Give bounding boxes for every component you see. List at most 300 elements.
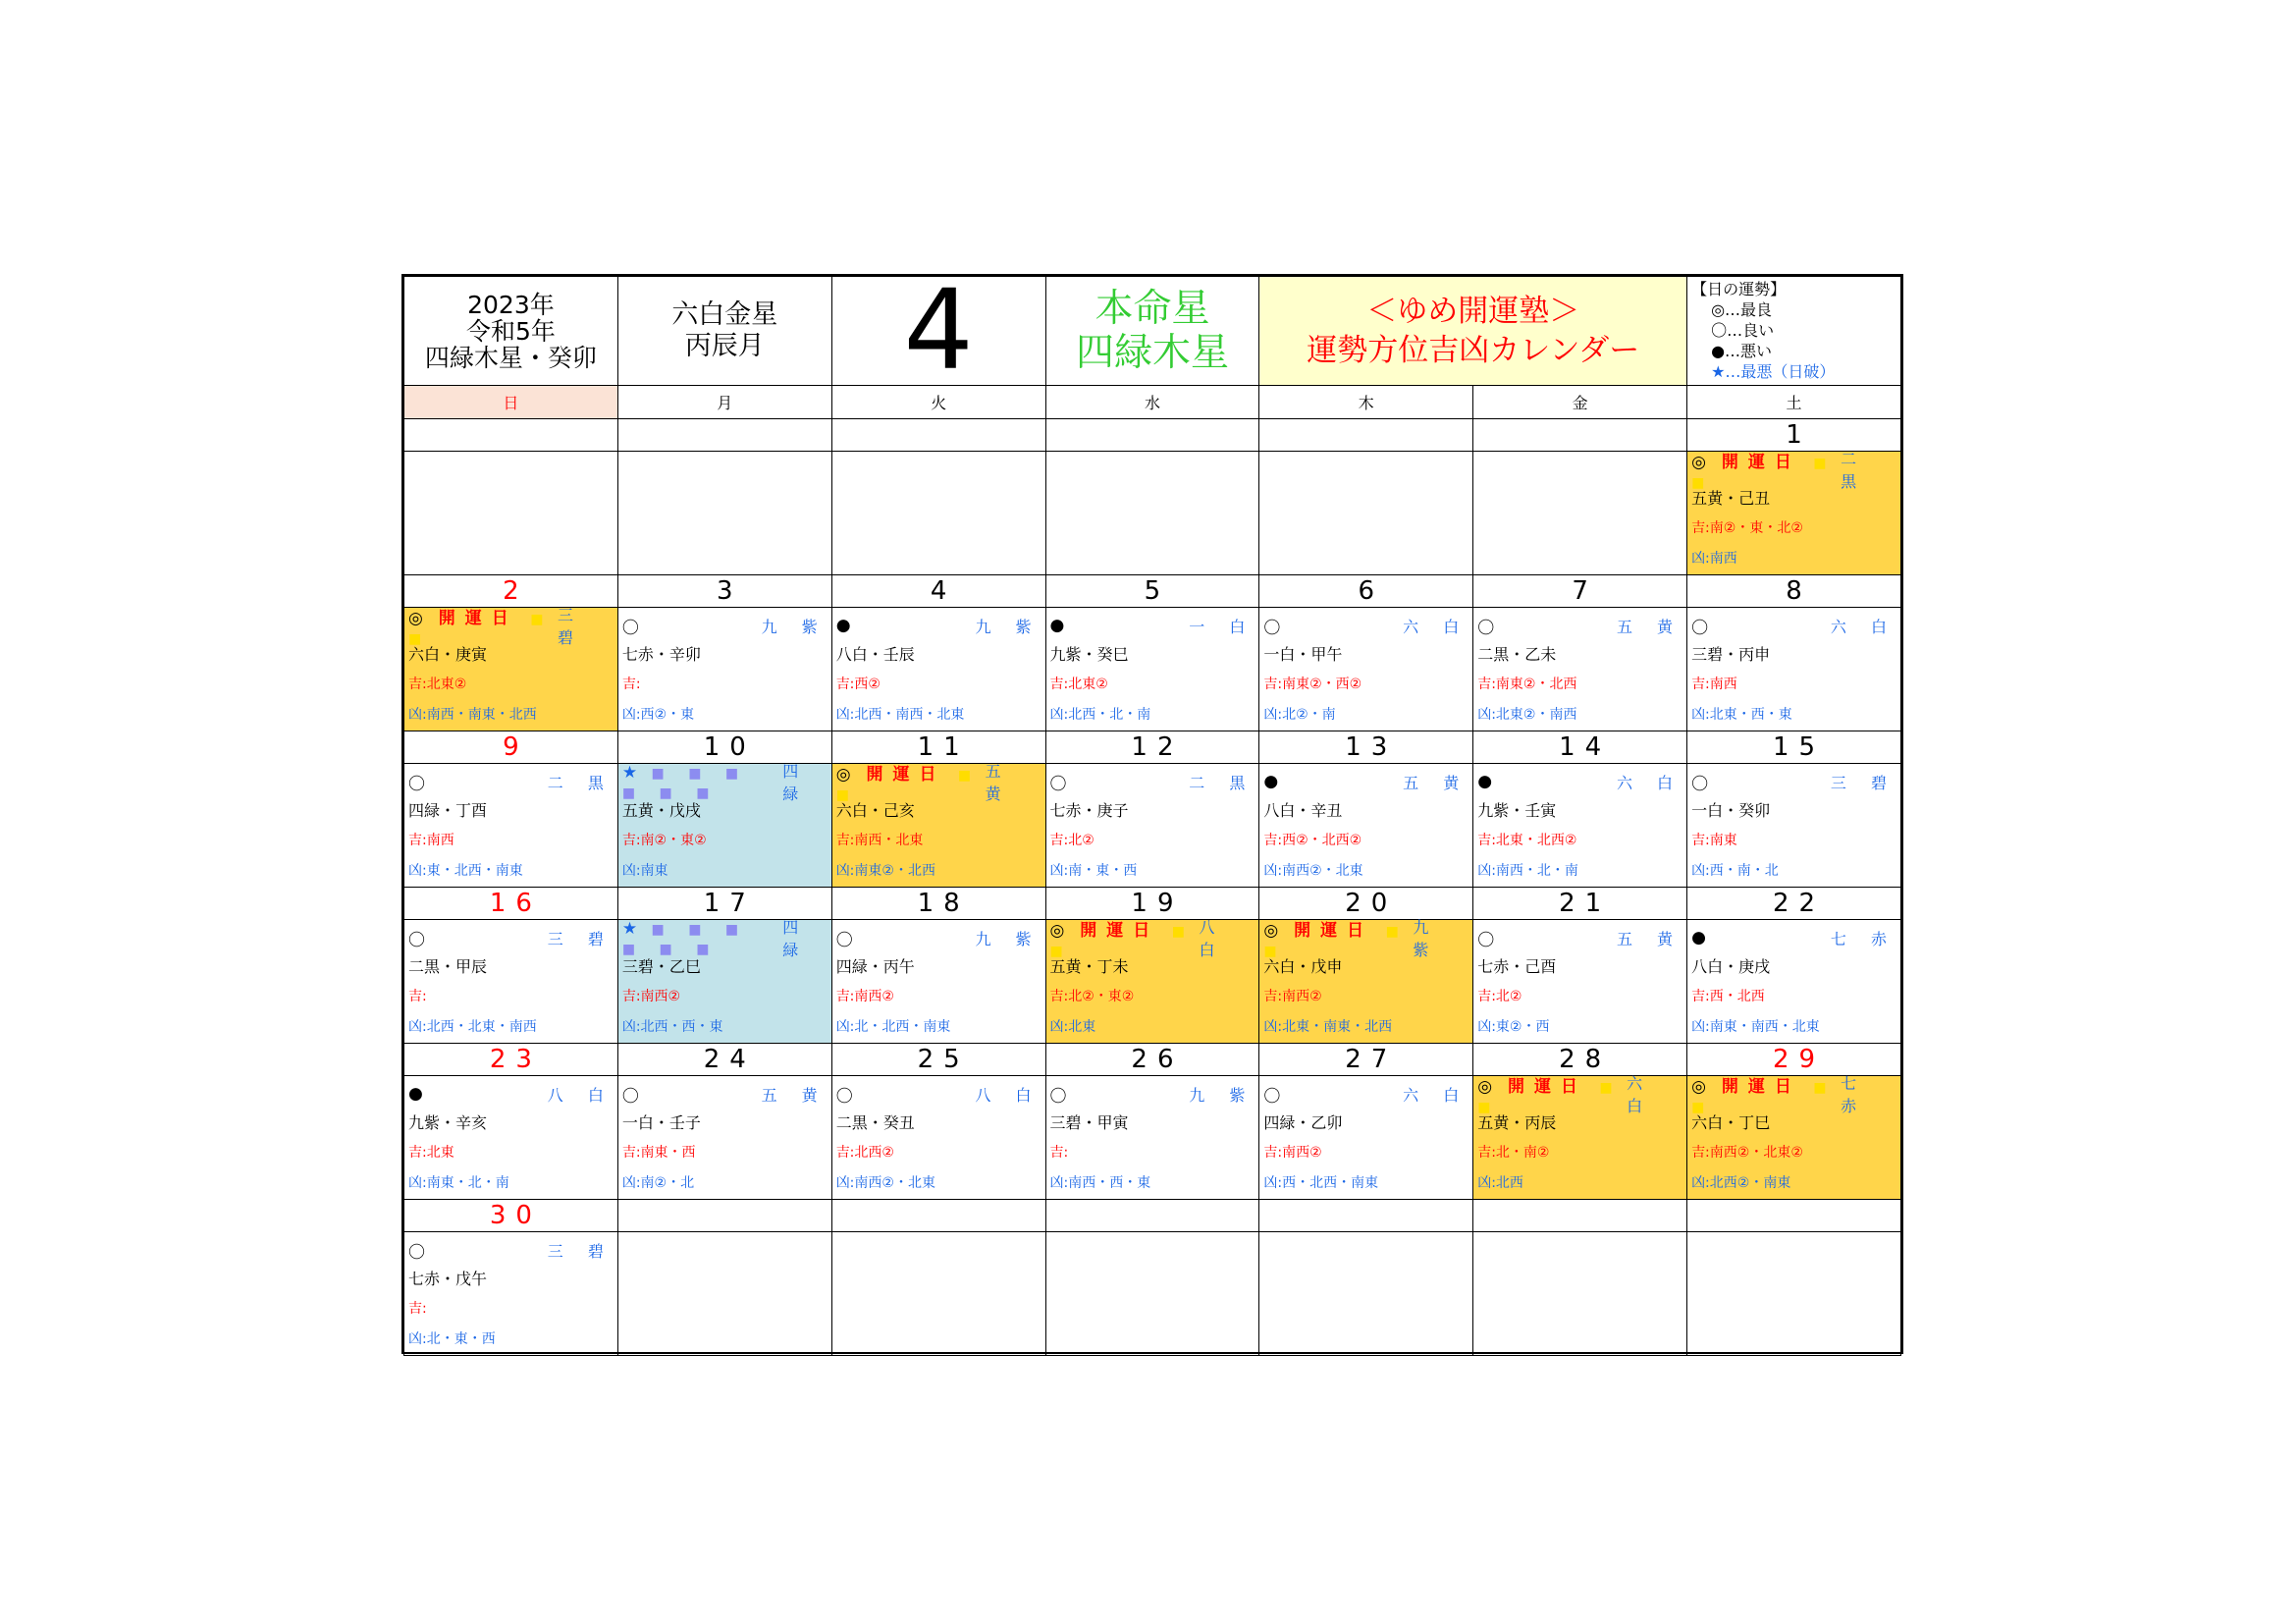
date-number: [404, 419, 618, 452]
day-cell[interactable]: [1045, 920, 1259, 1044]
day-eto: 五黄・戊戌: [621, 801, 701, 820]
legend-good: 〇…良い: [1711, 321, 1775, 340]
date-number: 22: [1687, 888, 1901, 920]
honmei-cell: [1045, 277, 1259, 386]
nine-star: 六 白: [1616, 773, 1683, 792]
day-eto: 一白・壬子: [621, 1113, 701, 1132]
day-top: [1050, 768, 1255, 795]
day-detail: [1046, 608, 1259, 731]
kaiun-squares: ■ ■: [1477, 1080, 1621, 1115]
fortune-mark: ●: [1477, 772, 1493, 791]
lucky-directions: 吉:西・北西: [1691, 989, 1765, 1004]
nine-star: 三 碧: [547, 929, 614, 948]
lucky-directions: 吉:南②・東・北②: [1691, 520, 1803, 536]
unlucky-directions: 凶:南西: [1691, 551, 1737, 567]
date-number: [831, 1200, 1045, 1232]
day-cell[interactable]: [1473, 452, 1687, 575]
unlucky-directions: 凶:北東②・南西: [1477, 707, 1577, 723]
day-detail: [1259, 608, 1472, 731]
header-row: [404, 277, 1901, 386]
date-row: [404, 731, 1901, 764]
unlucky-directions: 凶:北・東・西: [408, 1331, 496, 1347]
day-cell[interactable]: [1045, 1076, 1259, 1200]
day-cell[interactable]: [1045, 452, 1259, 575]
kaiun-squares: ■ ■: [1049, 924, 1193, 959]
unlucky-directions: 凶:西②・東: [621, 707, 695, 723]
day-eto: 五黄・己丑: [1691, 489, 1771, 508]
fortune-mark: ●: [835, 616, 851, 635]
unlucky-directions: 凶:北西・南西・北東: [835, 707, 965, 723]
fortune-mark: 〇: [1263, 618, 1281, 638]
kaiun-label: 開運日: [1705, 1077, 1801, 1097]
fortune-mark: 〇: [1691, 774, 1709, 794]
day-top-left: [1263, 614, 1280, 638]
unlucky-directions: 凶:北東・南東・北西: [1263, 1019, 1393, 1035]
day-cell[interactable]: [404, 764, 618, 888]
day-detail: [404, 608, 617, 731]
day-top: [408, 1236, 614, 1264]
nine-star: 八 白: [975, 1085, 1041, 1105]
weekday-tue: 火: [831, 386, 1045, 419]
day-cell[interactable]: [1259, 1076, 1473, 1200]
day-eto: 八白・庚戌: [1691, 957, 1771, 976]
day-cell[interactable]: [1473, 1232, 1687, 1356]
fortune-mark: 〇: [1477, 930, 1495, 950]
fortune-mark: 〇: [835, 930, 853, 950]
worst-squares: ■ ■ ■ ■ ■ ■: [621, 921, 749, 957]
day-cell[interactable]: [404, 1076, 618, 1200]
day-eto: 七赤・己酉: [1477, 957, 1557, 976]
day-cell[interactable]: [1687, 920, 1901, 1044]
lucky-directions: 吉:南東: [1691, 833, 1737, 848]
kaiun-squares: ■ ■: [1691, 1080, 1835, 1115]
honmei-label: 本命星: [1095, 287, 1210, 331]
day-detail: [1687, 608, 1900, 731]
fortune-mark: ●: [1263, 772, 1279, 791]
day-detail: [832, 920, 1045, 1043]
nine-star: 七 赤: [1830, 929, 1896, 948]
legend-title: 【日の運勢】: [1691, 280, 1787, 298]
day-top-left: [1691, 614, 1708, 638]
fortune-mark: 〇: [621, 1086, 639, 1107]
day-cell[interactable]: [1259, 764, 1473, 888]
honmei-star: 四緑木星: [1075, 331, 1229, 375]
day-detail: [832, 608, 1045, 731]
fortune-mark: ◎: [1691, 1077, 1706, 1097]
day-cell[interactable]: [1473, 920, 1687, 1044]
unlucky-directions: 凶:南・東・西: [1049, 863, 1138, 879]
day-detail: [404, 764, 617, 887]
legend-bad: ●…悪い: [1711, 342, 1773, 360]
day-cell[interactable]: [404, 1232, 618, 1356]
month-number-cell: [831, 267, 1045, 395]
day-eto: 六白・庚寅: [408, 645, 488, 664]
date-number: [1259, 419, 1473, 452]
day-cell[interactable]: [404, 452, 618, 575]
lucky-directions: 吉:北東・北西②: [1477, 833, 1577, 848]
date-row: [404, 888, 1901, 920]
lucky-directions: 吉:南西②・北東②: [1691, 1145, 1803, 1161]
day-top: [835, 762, 1041, 803]
lucky-directions: 吉:西②: [835, 677, 881, 692]
nine-star: 七 赤: [1841, 1074, 1867, 1115]
date-number: [1045, 1200, 1259, 1232]
weekday-wed: 水: [1045, 386, 1259, 419]
unlucky-directions: 凶:南西②・北東: [1263, 863, 1363, 879]
nine-star: 九 紫: [975, 617, 1041, 636]
day-top: [1263, 1080, 1468, 1108]
day-cell[interactable]: [617, 452, 831, 575]
fortune-mark: ★: [621, 762, 638, 783]
day-top: [408, 1080, 614, 1108]
date-row: [404, 1200, 1901, 1232]
unlucky-directions: 凶:南西・西・東: [1049, 1175, 1151, 1191]
day-eto: 九紫・辛亥: [408, 1113, 488, 1132]
day-eto: 三碧・甲寅: [1049, 1113, 1129, 1132]
fortune-mark: ◎: [408, 609, 423, 628]
lucky-directions: 吉:西②・北西②: [1263, 833, 1362, 848]
date-number: [1687, 1200, 1901, 1232]
fortune-mark: ◎: [1049, 921, 1065, 941]
date-number: 15: [1687, 731, 1901, 764]
nine-star: 三 碧: [547, 1241, 614, 1261]
day-top: [1050, 612, 1255, 639]
detail-row: [404, 920, 1901, 1044]
date-row: [404, 419, 1901, 452]
day-detail: [832, 764, 1045, 887]
year-info: [404, 277, 618, 386]
date-number: [1259, 1200, 1473, 1232]
date-number: [1473, 419, 1687, 452]
nine-star: 六 白: [1403, 617, 1469, 636]
day-cell[interactable]: [1259, 452, 1473, 575]
day-top-left: [1477, 614, 1494, 638]
day-cell[interactable]: [1045, 1232, 1259, 1356]
nine-star: 二 黒: [1189, 773, 1255, 792]
month-info: [617, 277, 831, 386]
fortune-mark: 〇: [408, 774, 425, 794]
day-top: [1263, 918, 1468, 959]
date-number: 1: [1687, 419, 1901, 452]
kaiun-squares: ■ ■: [1691, 456, 1835, 491]
lucky-directions: 吉:南西②: [1263, 989, 1322, 1004]
day-eto: 四緑・丁酉: [408, 801, 488, 820]
day-detail: [1473, 608, 1686, 731]
fortune-mark: ◎: [1263, 921, 1279, 941]
day-top: [1050, 1080, 1255, 1108]
day-detail: [618, 1076, 831, 1199]
nine-star: 一 白: [1189, 617, 1255, 636]
unlucky-directions: 凶:南西・南東・北西: [408, 707, 537, 723]
nine-star: 九 紫: [1413, 918, 1439, 959]
detail-row: [404, 608, 1901, 731]
nine-star: 八 白: [547, 1085, 614, 1105]
lucky-directions: 吉:北②: [1477, 989, 1522, 1004]
day-top-left: [836, 926, 853, 950]
unlucky-directions: 凶:南東②・北西: [835, 863, 935, 879]
day-top: [1691, 924, 1896, 951]
day-cell[interactable]: [617, 1232, 831, 1356]
day-cell[interactable]: [1687, 1076, 1901, 1200]
unlucky-directions: 凶:北西: [1477, 1175, 1523, 1191]
day-cell[interactable]: [1259, 1232, 1473, 1356]
date-number: 11: [831, 731, 1045, 764]
day-top-left: [1691, 928, 1706, 947]
nine-star: 六 白: [1830, 617, 1896, 636]
day-cell[interactable]: [1687, 452, 1901, 575]
month-star-label: 六白金星: [671, 299, 778, 330]
unlucky-directions: 凶:西・南・北: [1691, 863, 1779, 879]
day-cell[interactable]: [1687, 764, 1901, 888]
fortune-mark: ◎: [1477, 1077, 1493, 1097]
day-detail: [1046, 920, 1259, 1043]
nine-star: 二 黒: [1841, 450, 1867, 491]
calendar-table: [403, 267, 1901, 1356]
date-number: 13: [1259, 731, 1473, 764]
day-eto: 二黒・乙未: [1477, 645, 1557, 664]
fortune-mark: ◎: [1691, 453, 1706, 472]
day-eto: 四緑・乙卯: [1263, 1113, 1343, 1132]
day-eto: 一白・癸卯: [1691, 801, 1771, 820]
day-top-left: [408, 1084, 423, 1104]
year-label: 2023年: [467, 290, 555, 319]
day-top-left: [622, 1082, 639, 1107]
day-cell[interactable]: [1259, 608, 1473, 731]
lucky-directions: 吉:南②・東②: [621, 833, 707, 848]
day-top-left: [622, 614, 639, 638]
fortune-mark: ●: [408, 1084, 423, 1104]
day-cell[interactable]: [617, 608, 831, 731]
date-number: 4: [831, 575, 1045, 608]
day-cell[interactable]: [617, 1076, 831, 1200]
unlucky-directions: 凶:北西②・南東: [1691, 1175, 1791, 1191]
day-top: [1477, 924, 1682, 951]
legend-best: ◎…最良: [1711, 300, 1773, 319]
nine-star: 三 碧: [1830, 773, 1896, 792]
fortune-mark: 〇: [1477, 618, 1495, 638]
day-eto: 三碧・丙申: [1691, 645, 1771, 664]
day-detail: [1259, 1076, 1472, 1199]
day-cell[interactable]: [831, 1232, 1045, 1356]
date-number: 14: [1473, 731, 1687, 764]
lucky-directions: 吉:南東②・北西: [1477, 677, 1577, 692]
lucky-directions: 吉:北②・東②: [1049, 989, 1135, 1004]
day-detail: [618, 920, 831, 1043]
day-cell[interactable]: [831, 608, 1045, 731]
day-cell[interactable]: [1473, 608, 1687, 731]
unlucky-directions: 凶:北・北西・南東: [835, 1019, 951, 1035]
day-top: [1691, 612, 1896, 639]
detail-row: [404, 1076, 1901, 1200]
nine-star: 三 碧: [557, 606, 583, 647]
day-top: [621, 918, 828, 959]
day-cell[interactable]: [831, 1076, 1045, 1200]
date-number: 8: [1687, 575, 1901, 608]
day-eto: 六白・己亥: [835, 801, 915, 820]
day-top: [1049, 918, 1255, 959]
date-number: 29: [1687, 1044, 1901, 1076]
date-number: 26: [1045, 1044, 1259, 1076]
month-eto-label: 丙辰月: [684, 331, 765, 361]
month-number: 4: [903, 267, 974, 395]
day-top-left: [408, 1238, 425, 1263]
lucky-directions: 吉:北西②: [835, 1145, 894, 1161]
day-detail: [1259, 764, 1472, 887]
date-number: 5: [1045, 575, 1259, 608]
day-eto: 八白・壬辰: [835, 645, 915, 664]
day-top-left: [1263, 772, 1278, 791]
day-detail: [1687, 920, 1900, 1043]
unlucky-directions: 凶:北東: [1049, 1019, 1096, 1035]
date-row: [404, 575, 1901, 608]
lucky-directions: 吉:: [621, 677, 641, 692]
lucky-directions: 吉:南東②・西②: [1263, 677, 1362, 692]
detail-row: [404, 1232, 1901, 1356]
date-number: 30: [404, 1200, 618, 1232]
unlucky-directions: 凶:北東・西・東: [1691, 707, 1792, 723]
day-top-left: [1050, 770, 1067, 794]
date-number: [617, 1200, 831, 1232]
day-eto: 四緑・丙午: [835, 957, 915, 976]
day-top: [1691, 450, 1896, 491]
unlucky-directions: 凶:北②・南: [1263, 707, 1336, 723]
day-cell[interactable]: [1045, 608, 1259, 731]
date-number: [1473, 1200, 1687, 1232]
nine-star: 六 白: [1627, 1074, 1653, 1115]
day-detail: [1473, 1076, 1686, 1199]
nine-star: 六 白: [1403, 1085, 1469, 1105]
day-top: [621, 762, 828, 803]
lucky-directions: 吉:北・南②: [1477, 1145, 1550, 1161]
lucky-directions: 吉:南西・北東: [835, 833, 924, 848]
day-eto: 七赤・辛卯: [621, 645, 701, 664]
day-cell[interactable]: [1473, 764, 1687, 888]
day-top-left: [1477, 772, 1492, 791]
kaiun-label: 開運日: [1064, 921, 1160, 941]
kaiun-squares: ■ ■: [1263, 924, 1407, 959]
nine-star: 五 黄: [1403, 773, 1469, 792]
weekday-fri: 金: [1473, 386, 1687, 419]
date-number: [831, 419, 1045, 452]
lucky-directions: 吉:南西: [408, 833, 454, 848]
nine-star: 五 黄: [1616, 617, 1683, 636]
weekday-sun: 日: [404, 386, 618, 419]
day-cell[interactable]: [1473, 1076, 1687, 1200]
nine-star: 八 白: [1199, 918, 1225, 959]
lucky-directions: 吉:北東: [408, 1145, 454, 1161]
title-cell: [1259, 277, 1687, 386]
day-cell[interactable]: [404, 608, 618, 731]
date-number: 12: [1045, 731, 1259, 764]
day-cell[interactable]: [831, 452, 1045, 575]
detail-row: [404, 452, 1901, 575]
date-number: 19: [1045, 888, 1259, 920]
day-cell[interactable]: [1045, 764, 1259, 888]
day-cell[interactable]: [404, 920, 618, 1044]
date-number: 23: [404, 1044, 618, 1076]
day-detail: [1473, 920, 1686, 1043]
fortune-mark: 〇: [1263, 1086, 1281, 1107]
date-number: 24: [617, 1044, 831, 1076]
date-number: 16: [404, 888, 618, 920]
day-top-left: [1477, 926, 1494, 950]
nine-star: 二 黒: [547, 773, 614, 792]
day-cell[interactable]: [1259, 920, 1473, 1044]
fortune-mark: 〇: [1049, 1086, 1067, 1107]
day-detail: [1687, 452, 1900, 574]
kaiun-label: 開運日: [1278, 921, 1374, 941]
fortune-mark: ★: [621, 918, 638, 939]
day-detail: [404, 920, 617, 1043]
fortune-mark: 〇: [835, 1086, 853, 1107]
title-line-2: 運勢方位吉凶カレンダー: [1307, 333, 1640, 368]
unlucky-directions: 凶:北西・北東・南西: [408, 1019, 537, 1035]
kaiun-label: 開運日: [1705, 453, 1801, 472]
day-top: [408, 924, 614, 951]
date-number: 20: [1259, 888, 1473, 920]
day-top-left: [1263, 1082, 1280, 1107]
lucky-directions: 吉:: [1049, 1145, 1069, 1161]
unlucky-directions: 凶:南東: [621, 863, 668, 879]
date-number: 9: [404, 731, 618, 764]
lucky-directions: 吉:: [408, 989, 427, 1004]
fortune-mark: ●: [1691, 928, 1706, 947]
lucky-directions: 吉:: [408, 1301, 427, 1317]
worst-squares: ■ ■ ■ ■ ■ ■: [621, 765, 749, 801]
day-top-left: [1691, 770, 1708, 794]
weekday-thu: 木: [1259, 386, 1473, 419]
day-cell[interactable]: [831, 920, 1045, 1044]
day-top: [836, 1080, 1041, 1108]
day-detail: [1046, 764, 1259, 887]
unlucky-directions: 凶:南東・北・南: [408, 1175, 509, 1191]
nine-star: 九 紫: [1189, 1085, 1255, 1105]
date-number: 7: [1473, 575, 1687, 608]
unlucky-directions: 凶:南東・南西・北東: [1691, 1019, 1820, 1035]
date-number: [617, 419, 831, 452]
day-eto: 二黒・癸丑: [835, 1113, 915, 1132]
day-detail: [404, 1232, 617, 1355]
day-top: [1477, 612, 1682, 639]
day-cell[interactable]: [831, 764, 1045, 888]
day-cell[interactable]: [1687, 1232, 1901, 1356]
kaiun-squares: ■ ■: [835, 768, 980, 803]
day-top-left: [836, 616, 851, 635]
date-number: [1045, 419, 1259, 452]
kaiun-label: 開運日: [422, 609, 518, 628]
day-detail: [832, 1076, 1045, 1199]
day-cell[interactable]: [617, 764, 831, 888]
lucky-directions: 吉:南西②: [621, 989, 681, 1004]
unlucky-directions: 凶:北西・北・南: [1049, 707, 1151, 723]
day-eto: 五黄・丁未: [1049, 957, 1129, 976]
day-eto: 五黄・丙辰: [1477, 1113, 1557, 1132]
day-cell[interactable]: [617, 920, 831, 1044]
lucky-directions: 吉:南西②: [835, 989, 894, 1004]
day-top: [1691, 1074, 1896, 1115]
date-number: 2: [404, 575, 618, 608]
kaiun-label: 開運日: [1492, 1077, 1587, 1097]
day-top: [1477, 768, 1682, 795]
lucky-directions: 吉:北東②: [1049, 677, 1108, 692]
date-number: 18: [831, 888, 1045, 920]
day-top: [408, 606, 614, 647]
unlucky-directions: 凶:西・北西・南東: [1263, 1175, 1379, 1191]
day-cell[interactable]: [1687, 608, 1901, 731]
fortune-mark: ●: [1049, 616, 1065, 635]
day-top: [408, 768, 614, 795]
nine-star: 四 緑: [782, 762, 809, 803]
